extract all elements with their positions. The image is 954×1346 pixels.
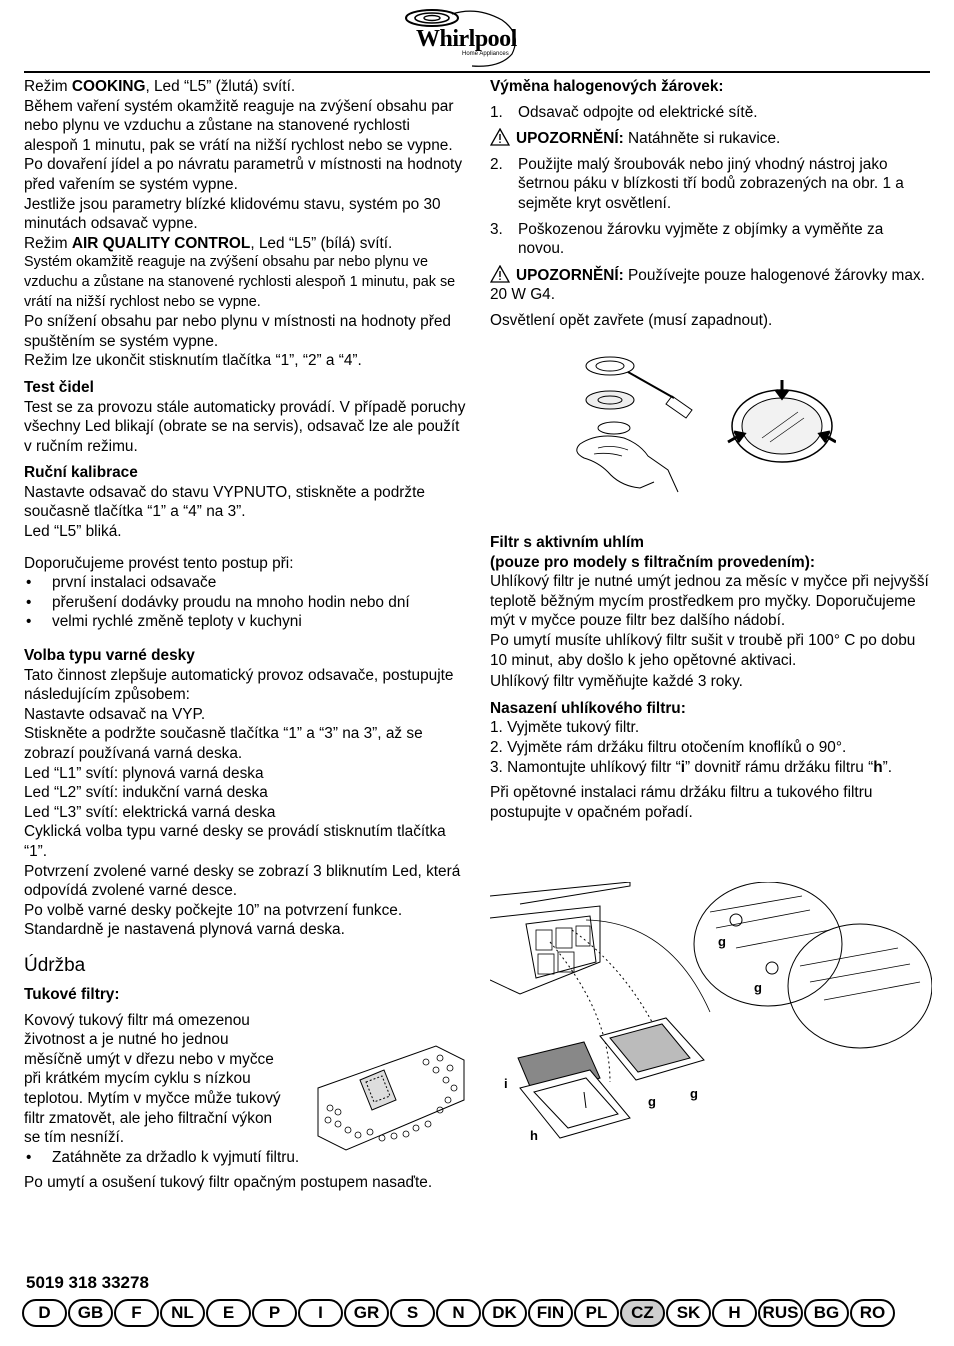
sensor-test-text: Test se za provozu stále automaticky provádí. V případě poruchy všechny Led blikají (obrate se na servis), odsavač lze ale použít v ručním režimu. [24,398,466,455]
mount-step-2: 2. Vyjměte rám držáku filtru otočením knoflíků o 90°. [490,738,847,756]
grease-filter-text: Kovový tukový filtr má omezenou životnost a je nutné ho jednou měsíčně umýt v dřezu nebo v myčce při krátkém mycím cyklu s nízkou teplotou. Mytím v myčce může tukový filtr zmatovět, ale jeho filtrační výkon se tím nesníží. [24,1011,281,1147]
mount-step-3: 3. Namontujte uhlíkový filtr “i” dovnitř rámu držáku filtru “h”. [490,758,893,776]
heading-maintenance: Údržba [24,954,86,976]
hob-line: Standardně je nastavená plynová varná deska. [24,921,345,939]
hob-line: Led “L3” svítí: elektrická varná deska [24,803,276,821]
lang-rus[interactable]: RUS [758,1299,803,1327]
label-g: g [754,980,762,995]
cooking-text-2: Po dovaření jídel a po návratu parametrů v místnosti na hodnoty před vařením se systém vypne. [24,156,463,193]
lang-ro[interactable]: RO [850,1299,895,1327]
cooking-text-3: Jestliže jsou parametry blízké klidovému stavu, systém po 30 minutách odsavač vypne. [24,195,441,233]
carbon-text-1: Uhlíkový filtr je nutné umýt jednou za měsíc v myčce při nejvyšší teplotě běžným mycím prostředkem pro myčky. Doporučujeme mýt v myčce pouze filtr bez dalšího nádobí. [490,573,929,630]
hob-line: Potvrzení zvolené varné desky se zobrazí 3 bliknutím Led, která odpovídá zvolené varné desce. [24,862,461,900]
mount-step-1: 1. Vyjměte tukový filtr. [490,719,640,737]
lang-gb[interactable]: GB [68,1299,113,1327]
lang-bg[interactable]: BG [804,1299,849,1327]
right-column [490,77,932,331]
list-item: • první instalaci odsavače [24,573,468,593]
aqc-text-2: Po snížení obsahu par nebo plynu v místnosti na hodnoty před spuštěním se systém vypne. [24,313,451,350]
calibration-text: Nastavte odsavač do stavu VYPNUTO, stiskněte a podržte současně tlačítka “1” a “4” na 3”. [24,483,425,521]
lang-h[interactable]: H [712,1299,757,1327]
warning-icon [490,265,510,283]
halogen-lamp-figure [568,352,836,500]
lang-pl[interactable]: PL [574,1299,619,1327]
label-g: g [718,934,726,949]
lang-fin[interactable]: FIN [528,1299,573,1327]
aqc-mode: Režim AIR QUALITY CONTROL, Led “L5” (bílá) svítí. [24,234,393,252]
recommend-text: Doporučujeme provést tento postup při: [24,554,294,572]
halogen-step-2: 2. Použijte malý šroubovák nebo jiný vhodný nástroj jako šetrnou páku v blízkosti tří bodů zobrazených na obr. 1 a sejměte kryt osvětlení. [490,155,904,212]
label-h: h [530,1128,538,1143]
whirlpool-logo [402,6,532,68]
carbon-text-3: Uhlíkový filtr vyměňujte každé 3 roky. [490,673,743,691]
warning-icon [490,128,510,146]
close-light-text: Osvětlení opět zavřete (musí zapadnout). [490,311,773,329]
heading-halogen: Výměna halogenových žárovek: [490,78,724,95]
lang-dk[interactable]: DK [482,1299,527,1327]
hob-line: Led “L2” svítí: indukční varná deska [24,784,268,802]
lang-s[interactable]: S [390,1299,435,1327]
language-selector [22,1299,934,1331]
header-rule [24,71,930,73]
lang-n[interactable]: N [436,1299,481,1327]
lang-sk[interactable]: SK [666,1299,711,1327]
lang-cz[interactable]: CZ [620,1299,665,1327]
heading-grease-filters: Tukové filtry: [24,985,120,1003]
aqc-text-1: Systém okamžitě reaguje na zvýšení obsahu par nebo plynu ve vzduchu a zůstane na stanovené rychlosti alespoň 1 minutu, pak se vrátí na nižší rychlost nebo se vypne. [24,254,456,310]
lang-gr[interactable]: GR [344,1299,389,1327]
label-g: g [648,1094,656,1109]
cooking-mode: Režim COOKING, Led “L5” (žlutá) svítí. [24,78,296,95]
hob-line: Cyklická volba typu varné desky se provádí stisknutím tlačítka “1”. [24,823,446,860]
heading-hob-type: Volba typu varné desky [24,647,195,665]
left-column [24,77,468,1193]
lang-e[interactable]: E [206,1299,251,1327]
hob-line: Nastavte odsavač na VYP. [24,705,206,723]
grease-filter-after: Po umytí a osušení tukový filtr opačným postupem nasaďte. [24,1174,433,1192]
heading-carbon-filter: Filtr s aktivním uhlím [490,534,644,551]
heading-sensor-test: Test čidel [24,378,94,396]
aqc-text-3: Režim lze ukončit stisknutím tlačítka “1”, “2” a “4”. [24,352,362,370]
halogen-step-3: 3. Poškozenou žárovku vyjměte z objímky a vyměňte za novou. [490,220,884,258]
lang-i[interactable]: I [298,1299,343,1327]
grease-filter-figure [316,1040,466,1160]
label-i: i [504,1076,508,1091]
brand-name: Whirlpool [416,26,517,52]
lang-f[interactable]: F [114,1299,159,1327]
document-code: 5019 318 33278 [26,1273,149,1292]
warning-bulbs: UPOZORNĚNÍ: Používejte pouze halogenové žárovky max. 20 W G4. [490,266,925,304]
hob-line: Po volbě varné desky počkejte 10” na potvrzení funkce. [24,901,403,919]
lang-p[interactable]: P [252,1299,297,1327]
hob-line: Stiskněte a podržte současně tlačítka “1” a “3” na 3”, až se zobrazí používaná varná deska. [24,725,423,762]
carbon-filter-figure [490,882,932,1150]
warning-gloves: UPOZORNĚNÍ: Natáhněte si rukavice. [490,128,932,149]
lang-d[interactable]: D [22,1299,67,1327]
list-item: • velmi rychlé změně teploty v kuchyni [24,612,468,632]
heading-mount-carbon: Nasazení uhlíkového filtru: [490,699,686,717]
list-item: • Zatáhněte za držadlo k vyjmutí filtru. [24,1148,468,1168]
cooking-text-1: Během vaření systém okamžitě reaguje na zvýšení obsahu par nebo plynu ve vzduchu a zůstane na stanovené rychlosti alespoň 1 minutu, pak se vrátí na nižší rychlost nebo se vypne. [24,97,454,154]
brand-sub: Home Appliances [462,51,509,57]
mount-after-text: Při opětovné instalaci rámu držáku filtru a tukového filtru postupujte v opačném pořadí. [490,784,873,821]
hob-line: Led “L1” svítí: plynová varná deska [24,764,264,782]
carbon-text-2: Po umytí musíte uhlíkový filtr sušit v troubě při 100° C po dobu 10 minut, aby došlo k jeho opětovné aktivaci. [490,631,916,669]
carbon-filter-section [490,533,932,822]
lang-nl[interactable]: NL [160,1299,205,1327]
calibration-led: Led “L5” bliká. [24,523,122,541]
list-item: • přerušení dodávky proudu na mnoho hodin nebo dní [24,593,468,613]
heading-carbon-filter-note: (pouze pro modely s filtračním provedením): [490,553,815,571]
halogen-step-1: 1. Odsavač odpojte od elektrické sítě. [490,103,758,121]
heading-manual-calibration: Ruční kalibrace [24,464,138,482]
label-g: g [690,1086,698,1101]
hob-line: Tato činnost zlepšuje automatický provoz odsavače, postupujte následujícím způsobem: [24,666,454,704]
